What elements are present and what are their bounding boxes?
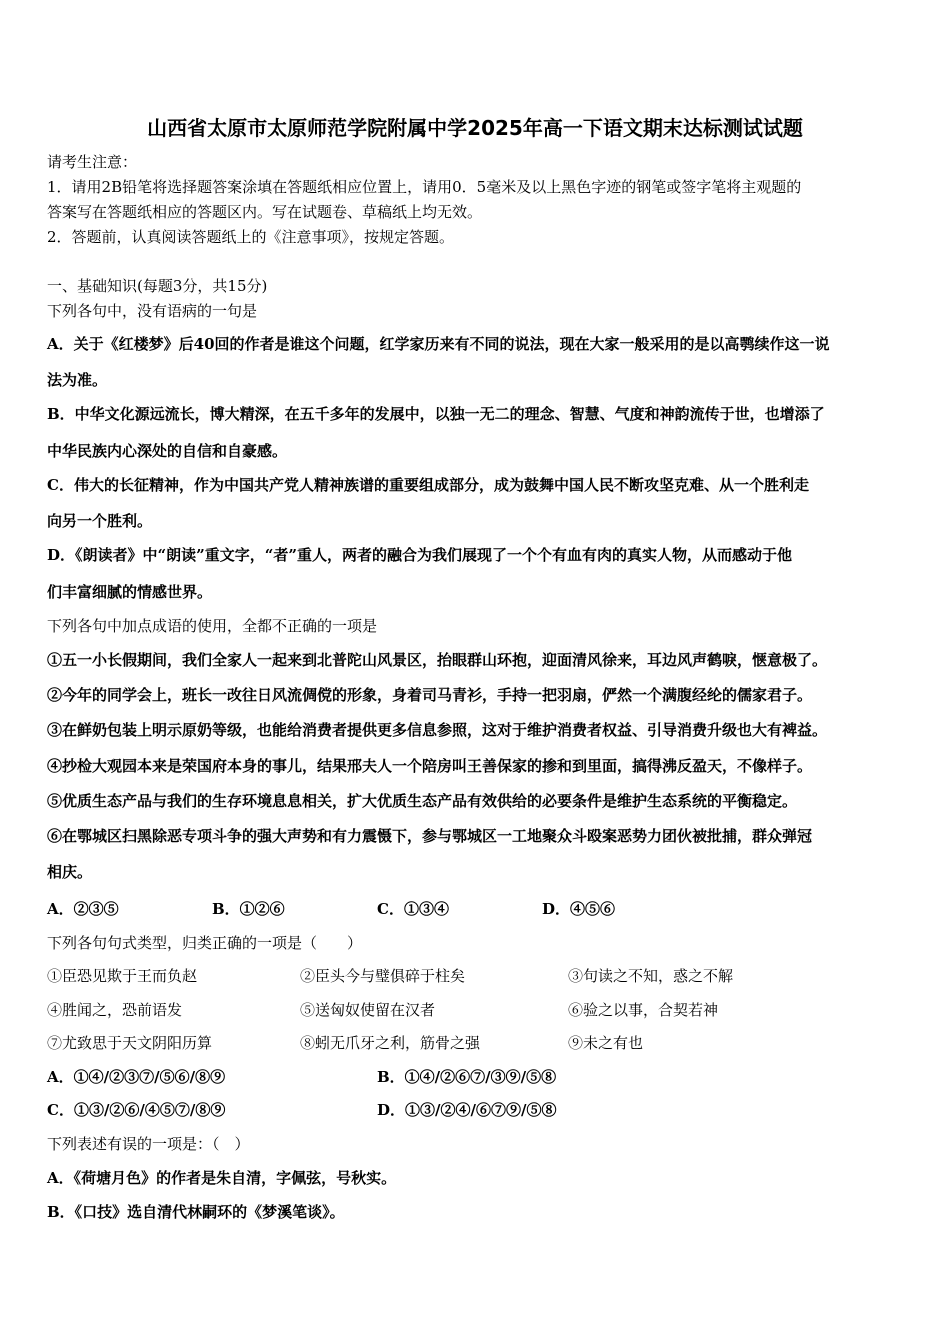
q2-option-b: B．①②⑥ (212, 900, 285, 918)
q3-item-5: ⑤送匈奴使留在汉者 (300, 1001, 436, 1019)
q4-option-b: B．《口技》选自清代林嗣环的《梦溪笔谈》。 (47, 1203, 345, 1221)
q1-option-a-line2: 法为准。 (47, 371, 108, 389)
q1-option-d-line1: D．《朗读者》中“朗读”重文字，“者”重人，两者的融合为我们展现了一个个有血有肉的真实人物，从而感动于他 (47, 546, 793, 564)
q2-sentence-2: ②今年的同学会上，班长一改往日风流倜傥的形象，身着司马青衫，手持一把羽扇，俨然一个满腹经纶的儒家君子。 (47, 686, 813, 704)
q2-sentence-3: ③在鲜奶包装上明示原奶等级，也能给消费者提供更多信息参照，这对于维护消费者权益、引导消费升级也大有裨益。 (47, 721, 828, 739)
q3-item-8: ⑧蚓无爪牙之利，筋骨之强 (300, 1034, 481, 1052)
q2-sentence-1: ①五一小长假期间，我们全家人一起来到北普陀山风景区，抬眼群山环抱，迎面清风徐来，耳边风声鹤唳，惬意极了。 (47, 651, 828, 669)
q3-item-7: ⑦尤致思于天文阴阳历算 (47, 1034, 213, 1052)
section-heading: 一、基础知识(每题3分，共15分) (47, 277, 268, 295)
q3-stem: 下列各句句式类型，归类正确的一项是（ ） (47, 934, 363, 952)
q2-sentence-5: ⑤优质生态产品与我们的生存环境息息相关，扩大优质生态产品有效供给的必要条件是维护生态系统的平衡稳定。 (47, 792, 798, 810)
q4-option-a: A．《荷塘月色》的作者是朱自清，字佩弦，号秋实。 (47, 1169, 397, 1187)
q2-sentence-6-line1: ⑥在鄂城区扫黑除恶专项斗争的强大声势和有力震慑下，参与鄂城区一工地聚众斗殴案恶势力团伙被批捕，群众弹冠 (47, 827, 813, 845)
q3-option-b: B．①④/②⑥⑦/③⑨/⑤⑧ (377, 1068, 557, 1086)
q1-option-c-line1: C．伟大的长征精神，作为中国共产党人精神族谱的重要组成部分，成为鼓舞中国人民不断攻坚克难、从一个胜利走 (47, 476, 809, 494)
q4-stem: 下列表述有误的一项是：（ ） (47, 1135, 250, 1153)
q2-sentence-4: ④抄检大观园本来是荣国府本身的事儿，结果邢夫人一个陪房叫王善保家的掺和到里面，搞得沸反盈天，不像样子。 (47, 757, 813, 775)
notice-heading: 请考生注意： (47, 153, 138, 171)
page-title: 山西省太原市太原师范学院附属中学2025年高一下语文期末达标测试试题 (147, 116, 803, 140)
q1-option-a-line1: A．关于《红楼梦》后40回的作者是谁这个问题，红学家历来有不同的说法，现在大家一般采用的是以高鹗续作这一说 (47, 335, 830, 353)
q3-item-3: ③句读之不知，惑之不解 (568, 967, 734, 985)
notice-line-2: 答案写在答题纸相应的答题区内。写在试题卷、草稿纸上均无效。 (47, 203, 483, 221)
q2-sentence-6-line2: 相庆。 (47, 863, 93, 881)
q3-item-9: ⑨未之有也 (568, 1034, 644, 1052)
q1-option-b-line2: 中华民族内心深处的自信和自豪感。 (47, 442, 288, 460)
q3-item-1: ①臣恐见欺于王而负赵 (47, 967, 198, 985)
q1-option-b-line1: B．中华文化源远流长，博大精深，在五千多年的发展中，以独一无二的理念、智慧、气度和神韵流传于世，也增添了 (47, 405, 825, 423)
q3-item-2: ②臣头今与璧俱碎于柱矣 (300, 967, 466, 985)
notice-line-3: 2．答题前，认真阅读答题纸上的《注意事项》，按规定答题。 (47, 228, 455, 246)
q2-option-a: A．②③⑤ (47, 900, 119, 918)
q1-option-d-line2: 们丰富细腻的情感世界。 (47, 583, 213, 601)
q2-option-d: D．④⑤⑥ (542, 900, 616, 918)
q3-option-c: C．①③/②⑥/④⑤⑦/⑧⑨ (47, 1101, 226, 1119)
q2-stem: 下列各句中加点成语的使用，全都不正确的一项是 (47, 617, 378, 635)
q3-option-d: D．①③/②④/⑥⑦⑨/⑤⑧ (377, 1101, 557, 1119)
q3-item-6: ⑥验之以事，合契若神 (568, 1001, 719, 1019)
q3-option-a: A．①④/②③⑦/⑤⑥/⑧⑨ (47, 1068, 226, 1086)
q2-option-c: C．①③④ (377, 900, 449, 918)
q1-stem: 下列各句中，没有语病的一句是 (47, 302, 258, 320)
notice-line-1: 1．请用2B铅笔将选择题答案涂填在答题纸相应位置上，请用0．5毫米及以上黑色字迹的钢笔或签字笔将主观题的 (47, 178, 802, 196)
q1-option-c-line2: 向另一个胜利。 (47, 512, 153, 530)
q3-item-4: ④胜闻之，恐前语发 (47, 1001, 183, 1019)
